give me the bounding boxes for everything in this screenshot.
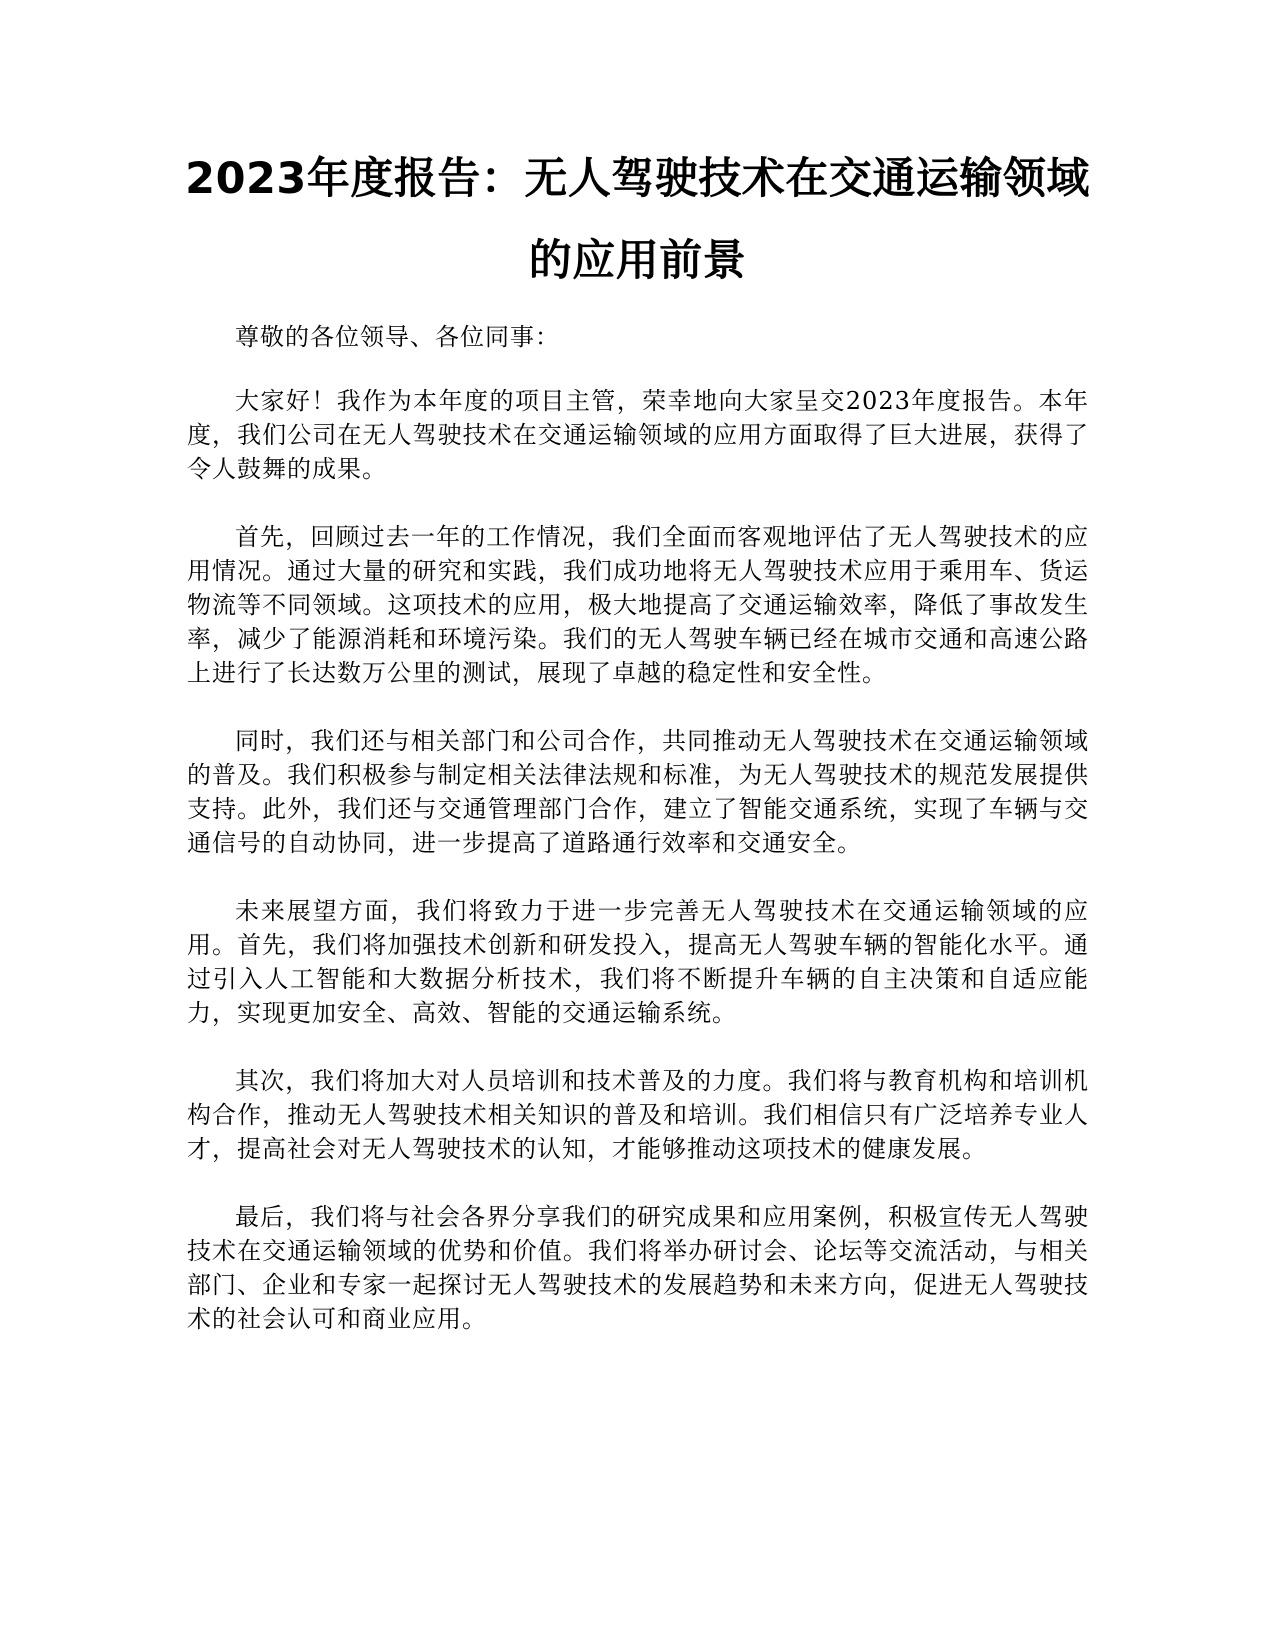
document-title: 2023年度报告：无人驾驶技术在交通运输领域的应用前景 — [185, 154, 1090, 286]
document-body — [187, 320, 1089, 1370]
paragraph-2: 首先，回顾过去一年的工作情况，我们全面而客观地评估了无人驾驶技术的应用情况。通过大量的研究和实践，我们成功地将无人驾驶技术应用于乘用车、货运物流等不同领域。这项技术的应用，极大地提高了交通运输效率，降低了事故发生率，减少了能源消耗和环境污染。我们的无人驾驶车辆已经在城市交通和高速公路上进行了长达数万公里的测试，展现了卓越的稳定性和安全性。 — [187, 523, 1089, 687]
paragraph-4: 未来展望方面，我们将致力于进一步完善无人驾驶技术在交通运输领域的应用。首先，我们将加强技术创新和研发投入，提高无人驾驶车辆的智能化水平。通过引入人工智能和大数据分析技术，我们将不断提升车辆的自主决策和自适应能力，实现更加安全、高效、智能的交通运输系统。 — [187, 897, 1089, 1027]
paragraph-6: 最后，我们将与社会各界分享我们的研究成果和应用案例，积极宣传无人驾驶技术在交通运输领域的优势和价值。我们将举办研讨会、论坛等交流活动，与相关部门、企业和专家一起探讨无人驾驶技术的发展趋势和未来方向，促进无人驾驶技术的社会认可和商业应用。 — [187, 1203, 1089, 1333]
paragraph-1: 大家好！我作为本年度的项目主管，荣幸地向大家呈交2023年度报告。本年度，我们公司在无人驾驶技术在交通运输领域的应用方面取得了巨大进展，获得了令人鼓舞的成果。 — [187, 387, 1089, 483]
salutation: 尊敬的各位领导、各位同事： — [235, 323, 560, 351]
paragraph-5: 其次，我们将加大对人员培训和技术普及的力度。我们将与教育机构和培训机构合作，推动无人驾驶技术相关知识的普及和培训。我们相信只有广泛培养专业人才，提高社会对无人驾驶技术的认知，才能够推动这项技术的健康发展。 — [187, 1067, 1089, 1163]
paragraph-3: 同时，我们还与相关部门和公司合作，共同推动无人驾驶技术在交通运输领域的普及。我们积极参与制定相关法律法规和标准，为无人驾驶技术的规范发展提供支持。此外，我们还与交通管理部门合作，建立了智能交通系统，实现了车辆与交通信号的自动协同，进一步提高了道路通行效率和交通安全。 — [187, 727, 1089, 857]
